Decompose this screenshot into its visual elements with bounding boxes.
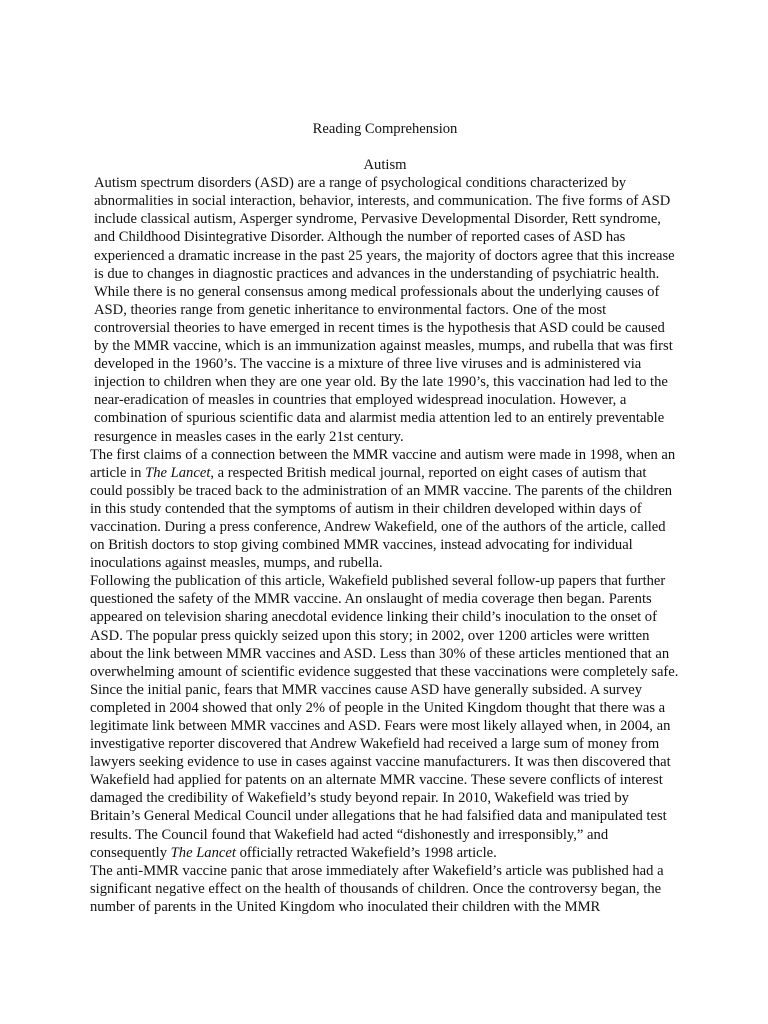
paragraph-text: The anti-MMR vaccine panic that arose immediately after Wakefield’s article was published had a significant negative effect on the health of thousands of children. Once the controversy began, the number of parents in the United Kingdom who inoculated their children with the MMR (90, 862, 664, 915)
page-title: Reading Comprehension (312, 121, 458, 137)
paragraph-text: The first claims of a connection between the MMR vaccine and autism were made in 1998, when an article in (90, 446, 676, 481)
paragraph-text: officially retracted Wakefield’s 1998 article. (235, 844, 497, 861)
paragraph-intro (90, 174, 680, 445)
journal-title: The Lancet (145, 464, 211, 481)
paragraph-fears-subsided (90, 681, 680, 862)
paragraph-media-coverage (90, 572, 680, 681)
paragraph-text: Following the publication of this article, Wakefield published several follow-up papers that further questioned the safety of the MMR vaccine. An onslaught of media coverage then began. Parents appeared on television sharing anecdotal evidence linking their child’s inoculation to the onset of ASD. The popular press quickly seized upon this story; in 2002, over 1200 articles were written about the link between MMR vaccines and ASD. Less than 30% of these articles mentioned that an overwhelming amount of scientific evidence suggested that these vaccinations were completely safe. (90, 573, 679, 680)
document-page (90, 120, 680, 916)
paragraph-health-effects (90, 862, 680, 916)
section-title: Autism (363, 157, 407, 174)
paragraph-lancet-claims (90, 446, 680, 573)
paragraph-text: Since the initial panic, fears that MMR vaccines cause ASD have generally subsided. A survey completed in 2004 showed that only 2% of people in the United Kingdom thought that there was a legitimate link between MMR vaccines and ASD. Fears were most likely allayed when, in 2004, an investigative reporter discovered that Andrew Wakefield had received a large sum of money from lawyers seeking evidence to use in cases against vaccine manufacturers. It was then discovered that Wakefield had applied for patents on an alternate MMR vaccine. These severe conflicts of interest damaged the credibility of Wakefield’s study beyond repair. In 2010, Wakefield was tried by Britain’s General Medical Council under allegations that he had falsified data and manipulated test results. The Council found that Wakefield had acted “dishonestly and irresponsibly,” and consequently (90, 681, 671, 861)
journal-title: The Lancet (170, 844, 236, 861)
paragraph-text: , a respected British medical journal, reported on eight cases of autism that could possibly be traced back to the administration of an MMR vaccine. The parents of the children in this study contended that the symptoms of autism in their children developed within days of vaccination. During a press conference, Andrew Wakefield, one of the authors of the article, called on British doctors to stop giving combined MMR vaccines, instead advocating for individual inoculations against measles, mumps, and rubella. (90, 464, 673, 572)
paragraph-text: Autism spectrum disorders (ASD) are a range of psychological conditions characterized by abnormalities in social interaction, behavior, interests, and communication. The five forms of ASD include classical autism, Asperger syndrome, Pervasive Developmental Disorder, Rett syndrome, and Childhood Disintegrative Disorder. Although the number of reported cases of ASD has experienced a dramatic increase in the past 25 years, the majority of doctors agree that this increase is due to changes in diagnostic practices and advances in the understanding of psychiatric health. While there is no general consensus among medical professionals about the underlying causes of ASD, theories range from genetic inheritance to environmental factors. One of the most controversial theories to have emerged in recent times is the hypothesis that ASD could be caused by the MMR vaccine, which is an immunization against measles, mumps, and rubella that was first developed in the 1960’s. The vaccine is a mixture of three live viruses and is administered via injection to children when they are one year old. By the late 1990’s, this vaccination had led to the near-eradication of measles in countries that employed widespread inoculation. However, a combination of spurious scientific data and alarmist media attention led to an entirely preventable resurgence in measles cases in the early 21st century. (94, 175, 675, 445)
